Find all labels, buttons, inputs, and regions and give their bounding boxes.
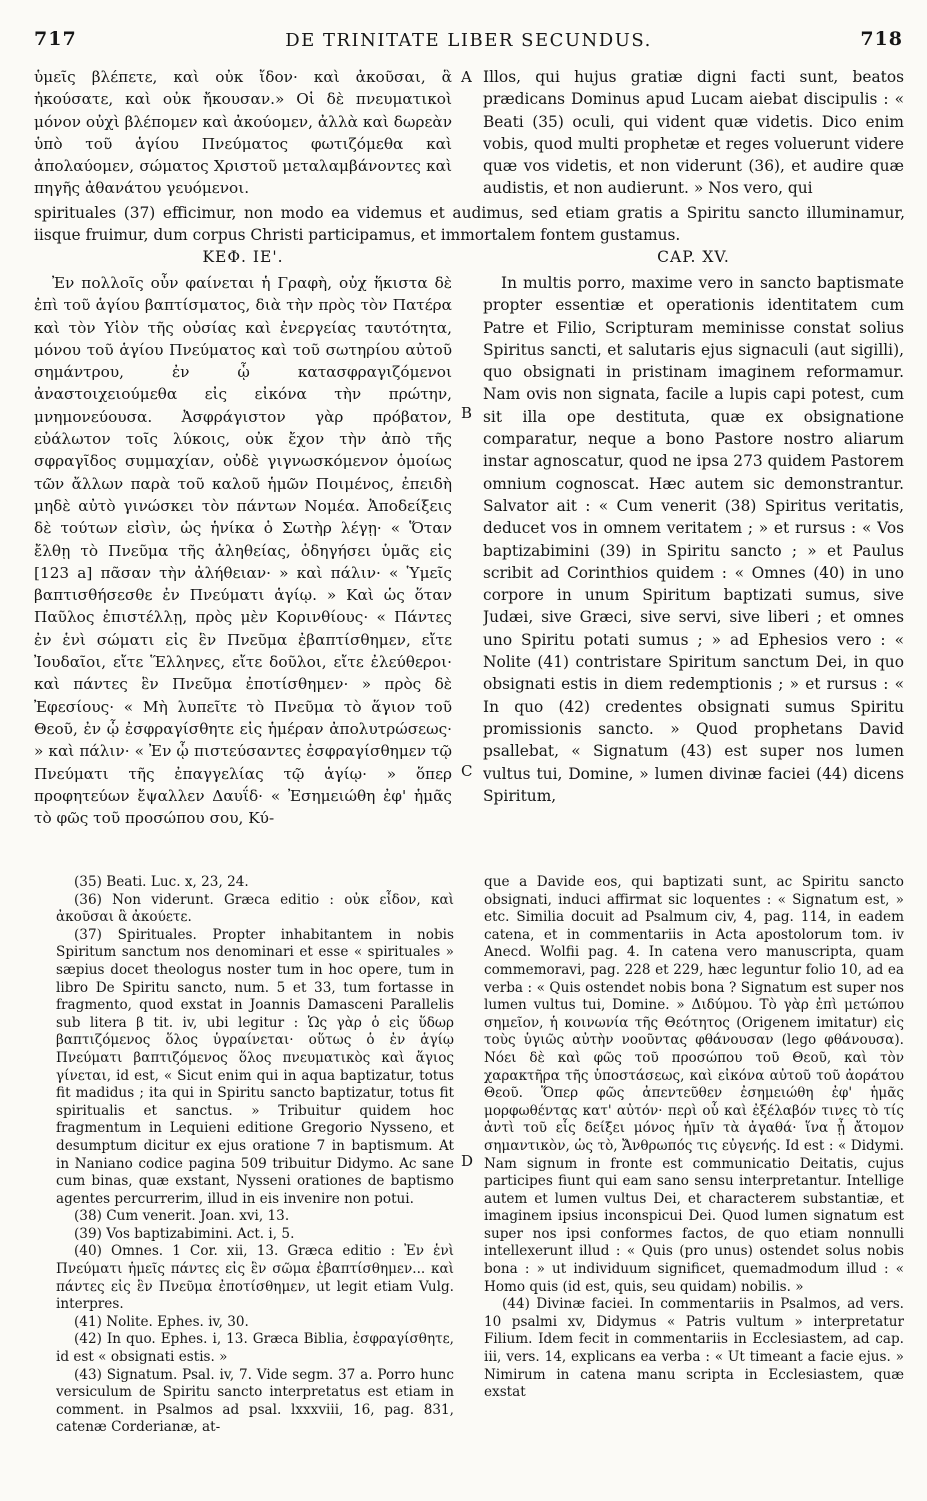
- footnote: (43) Signatum. Psal. iv, 7. Vide segm. 37 a. Porro hunc versiculum de Spiritu sancto interpretatus est etiam in comment. in Psalmos ad psal. lxxxviii, 16, pag. 831, catenæ Corderianæ, at-: [56, 1366, 454, 1436]
- footnote: (44) Divinæ faciei. In commentariis in Psalmos, ad vers. 10 psalmi xv, Didymus « Patris vultum » interpretatur Filium. Idem fecit in commentariis in Ecclesiastem, ad cap. iii, vers. 14, explicans ea verba : « Ut timeant a facie ejus. » Nimirum in catena manu scripta in Ecclesiastem, quæ exstat: [484, 1296, 904, 1401]
- latin-text-top: [483, 66, 904, 202]
- margin-letter-c: C: [461, 762, 473, 780]
- footnote: (37) Spirituales. Propter inhabitantem in nobis Spiritum sanctum nos denominari et esse « spirituales » sæpius docet theologus noster tum in hoc opere, tum in libro De Spiritu sancto, num. 5 et 33, tum fortasse in fragmento, quod exstat in Joannis Damasceni Parallelis sub litera β tit. iv, ubi legitur : Ὡς γὰρ ὁ εἰς ὕδωρ βαπτιζόμενος ὅλος ὑγραίνεται· οὕτως ὁ ἐν ἁγίῳ Πνεύματι βαπτιζόμενος ὅλος πνευματικὸς καὶ ἅγιος γίνεται, id est, « Sicut enim qui in aqua baptizatur, totus fit madidus ; ita qui in Spiritu sancto baptizatur, totus fit spiritualis et sanctus. » Tribuitur quidem hoc fragmentum in Lequieni editione Gregorio Nysseno, et desumptum dicitur ex ejus oratione 7 in baptismum. At in Naniano codice pagina 509 tribuitur Didymo. Ac sane cum binas, quæ exstant, Nysseni orationes de baptismo agentes percurrerim, illud in eis invenire non potui.: [56, 926, 454, 1207]
- margin-letter-d: D: [461, 1152, 474, 1170]
- greek-paragraph-body: Ἐν πολλοῖς οὖν φαίνεται ἡ Γραφὴ, οὐχ ἥκιστα δὲ ἐπὶ τοῦ ἁγίου βαπτίσματος, διὰ τὴν πρὸς τὸν Πατέρα καὶ τὸν Υἱὸν τῆς οὐσίας καὶ ἐνεργείας ταυτότητα, μόνου τοῦ ἁγίου Πνεύματος καὶ τοῦ σωτηρίου αὐτοῦ σημάντρου, ἐν ᾧ κατασφραγιζόμενοι ἀναστοιχειούμεθα εἰς εἰκόνα τὴν πρώτην, μνημονεύουσα. Ἀσφράγιστον γὰρ πρόβατον, εὐάλωτον τοῖς λύκοις, οὐκ ἔχον τὴν ἀπὸ τῆς σφραγῖδος συμμαχίαν, οὐδὲ γιγνωσκόμενον ὁμοίως τῶν ἄλλων παρὰ τοῦ καλοῦ ἡμῶν Ποιμένος, ἐπειδὴ μηδὲ αὐτὸ γινώσκει τὸν πάντων Νομέα. Ἀποδείξεις δὲ τούτων εἰσὶν, ὡς ἡνίκα ὁ Σωτὴρ λέγῃ· « Ὅταν ἔλθῃ τὸ Πνεῦμα τῆς ἀληθείας, ὁδηγήσει ὑμᾶς εἰς [123 a] πᾶσαν τὴν ἀλήθειαν· » καὶ πάλιν· « Ὑμεῖς βαπτισθήσεσθε ἐν Πνεύματι ἁγίῳ. » Καὶ ὡς ὅταν Παῦλος ἐπιστέλλῃ, πρὸς μὲν Κορινθίους· « Πάντες ἐν ἑνὶ σώματι εἰς ἓν Πνεῦμα ἐβαπτίσθημεν, εἴτε Ἰουδαῖοι, εἴτε Ἕλληνες, εἴτε δοῦλοι, εἴτε ἐλεύθεροι· καὶ πάντες ἓν Πνεῦμα ἐποτίσθημεν· » πρὸς δὲ Ἐφεσίους· « Μὴ λυπεῖτε τὸ Πνεῦμα τὸ ἅγιον τοῦ Θεοῦ, ἐν ᾧ ἐσφραγίσθητε εἰς ἡμέραν ἀπολυτρώσεως· » καὶ πάλιν· « Ἐν ᾧ πιστεύσαντες ἐσφραγίσθημεν τῷ Πνεύματι τῆς ἐπαγγελίας τῷ ἁγίῳ· » ὅπερ προφητεύων ἔψαλλεν Δαυΐδ· « Ἐσημειώθη ἐφ' ἡμᾶς τὸ φῶς τοῦ προσώπου σου, Κύ-: [34, 274, 452, 828]
- latin-chapter-heading: CAP. XV.: [657, 248, 730, 266]
- latin-text-body: [483, 272, 904, 862]
- greek-chapter-heading: ΚΕΦ. ΙΕ'.: [202, 248, 284, 266]
- footnote: (41) Nolite. Ephes. iv, 30.: [74, 1313, 249, 1330]
- full-width-line: spirituales (37) efficimur, non modo ea videmus et audimus, sed etiam gratis a Spiritu sancto illuminamur, iisque fruimur, dum corpus Christi participamus, et immortalem fontem gustamus.: [34, 204, 905, 245]
- greek-paragraph-top: ὑμεῖς βλέπετε, καὶ οὐκ ἴδον· καὶ ἀκοῦσαι, ἃ ἠκούσατε, καὶ οὐκ ἤκουσαν.» Οἱ δὲ πνευματικοὶ μόνον οὐχὶ βλέπομεν καὶ ἀκούομεν, ἀλλὰ καὶ δωρεὰν ὑπὸ τοῦ ἁγίου Πνεύματος φωτιζόμεθα καὶ ἀπολαύομεν, σώματος Χριστοῦ μεταλαμβάνοντες καὶ πηγῆς ἀθανάτου γευόμενοι.: [34, 68, 452, 198]
- margin-letter-b: B: [461, 404, 473, 422]
- footnotes-left: [56, 874, 454, 1480]
- latin-paragraph-top: Illos, qui hujus gratiæ digni facti sunt, beatos prædicans Dominus apud Lucam aiebat discipulis : « Beati (35) oculi, qui vident quæ videtis. Dico enim vobis, quod multi prophetæ et reges voluerunt videre quæ vos videtis, et non viderunt (36), et audire quæ audistis, et non audierunt. » Nos vero, qui: [483, 68, 904, 198]
- page-number-right: 718: [860, 28, 903, 50]
- running-header: [34, 28, 903, 58]
- footnote: (35) Beati. Luc. x, 23, 24.: [74, 874, 249, 890]
- footnotes-right: [484, 874, 904, 1480]
- footnote: (42) In quo. Ephes. i, 13. Græca Biblia, ἐσφραγίσθητε, id est « obsignati estis. »: [56, 1331, 454, 1366]
- running-title: DE TRINITATE LIBER SECUNDUS.: [285, 30, 652, 51]
- latin-paragraph-body: In multis porro, maxime vero in sancto baptismate propter essentiæ et operationis identitatem cum Patre et Filio, Scripturam meminisse constat solius Spiritus sancti, et salutaris ejus signaculi (aut sigilli), quo obsignati in pristinam imaginem reformamur. Nam ovis non signata, facile a lupis capi potest, cum sit illa ope destituta, quæ ex obsignatione comparatur, neque a bono Pastore nostro aliarum instar agnoscatur, quod ne ipsa 273 quidem Pastorem omnium cognoscat. Hæc autem sic demonstrantur. Salvator ait : « Cum venerit (38) Spiritus veritatis, deducet vos in omnem veritatem ; » et rursus : « Vos baptizabimini (39) in Spiritu sancto ; » et Paulus scribit ad Corinthios quidem : « Omnes (40) in uno corpore in unum Spiritum baptizati sumus, sive Judæi, sive Græci, sive servi, sive liberi ; et omnes uno Spiritu potati sumus ; » ad Ephesios vero : « Nolite (41) contristare Spiritum sanctum Dei, in quo obsignati estis in diem redemptionis ; » et rursus : « In quo (42) credentes obsignati sumus Spiritu promissionis sancto. » Quod prophetans David psallebat, « Signatum (43) est super nos lumen vultus tui, Domine, » lumen divinæ faciei (44) dicens Spiritum,: [483, 274, 904, 805]
- footnote: (38) Cum venerit. Joan. xvi, 13.: [74, 1208, 290, 1225]
- footnote: (39) Vos baptizabimini. Act. i, 5.: [74, 1225, 295, 1242]
- greek-text-body: [34, 272, 452, 862]
- page-number-left: 717: [34, 28, 77, 50]
- greek-text-top: [34, 66, 452, 202]
- footnote-continued: que a Davide eos, qui baptizati sunt, ac Spiritu sancto obsignati, induci affirmat sic loquentes : « Signatum est, » etc. Similia docuit ad Psalmum civ, 4, pag. 114, in eadem catena, et in commentariis in Acta apostolorum tom. iv Anecd. Wolfii pag. 4. In catena vero manuscripta, quam commemoravi, pag. 228 et 229, hæc leguntur folio 10, ad ea verba : « Quis ostendet nobis bona ? Signatum est super nos lumen vultus tui, Domine. » Διδύμου. Τὸ γὰρ ἐπὶ μετώπου σημεῖον, ἡ κοινωνία τῆς Θεότητος (Origenem imitatur) εἰς τοὺς ὑγιῶς αὐτὴν νοοῦντας φθάνουσαν (lego φθάνουσα). Νόει δὲ καὶ φῶς τοῦ προσώπου τοῦ Θεοῦ, καὶ τὸν χαρακτῆρα τῆς ὑποστάσεως, καὶ εἰκόνα αὐτοῦ τοῦ ἀοράτου Θεοῦ. Ὅπερ φῶς ἀπεντεῦθεν ἐσημειώθη ἐφ' ἡμᾶς μορφωθέντας κατ' αὐτόν· περὶ οὗ καὶ ἐξέλαβόν τινες τὸ τίς ἀντὶ τοῦ εἷς δείξει μόνος ἡμῖν τὰ ἀγαθά· ἵνα ᾖ ἄτομον σημαντικὸν, ὡς τὸ, Ἄνθρωπός τις εὐγενής. Id est : « Didymi. Nam signum in fronte est communicatio Deitatis, cujus participes fiunt qui eam sano sensu interpretantur. Intellige autem et lumen vultus Dei, et characterem substantiæ, et imaginem ipsius inconspicui Dei. Quod lumen signatum est super nos ipsi conformes factos, de quo etiam nonnulli intellexerunt illud : « Quis (pro unus) ostendet solus nobis bona : » ut individuum significet, quemadmodum illud : « Homo quis (id est, quis, seu quidam) nobilis. »: [484, 874, 904, 1295]
- footnote: (40) Omnes. 1 Cor. xii, 13. Græca editio : Ἐν ἑνὶ Πνεύματι ἡμεῖς πάντες εἰς ἓν σῶμα ἐβαπτίσθημεν... καὶ πάντες εἰς ἓν Πνεῦμα ἐποτίσθημεν, ut legit etiam Vulg. interpres.: [56, 1243, 454, 1313]
- margin-letter-a: A: [461, 68, 472, 86]
- footnote: (36) Non viderunt. Græca editio : οὐκ εἶδον, καὶ ἀκοῦσαι ἃ ἀκούετε.: [56, 891, 454, 926]
